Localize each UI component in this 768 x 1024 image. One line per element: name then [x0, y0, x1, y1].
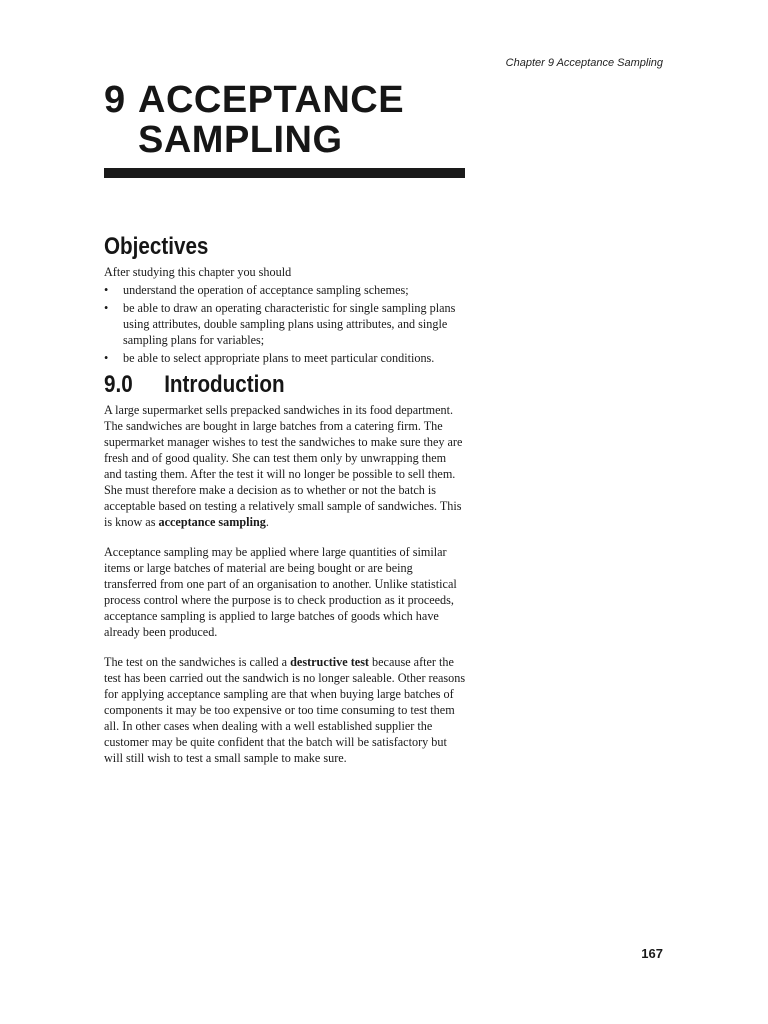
chapter-title [104, 80, 404, 160]
objectives-heading: Objectives [104, 233, 209, 260]
objectives-list [104, 282, 466, 366]
introduction-heading [104, 368, 415, 402]
objective-item: • be able to select appropriate plans to meet particular conditions. [104, 350, 466, 366]
chapter-title-line2: SAMPLING [138, 119, 343, 161]
section-number: 9.0 [104, 371, 133, 398]
intro-p3-rest: because after the test has been carried out the sandwich is no longer saleable. Other reasons for applying acceptance sampling are that when buying large batches of components it may be too expensive or too time consuming to test them all. In other cases when dealing with a well established supplier the customer may be quite confident that the batch will be satisfactory but will still wish to test a small sample to make sure. [104, 655, 466, 765]
term-acceptance-sampling: acceptance sampling [158, 515, 266, 529]
chapter-title-line1: ACCEPTANCE [138, 79, 405, 121]
intro-p3-start: The test on the sandwiches is called a [104, 655, 291, 669]
intro-p1-end: . [265, 515, 269, 529]
running-header: Chapter 9 Acceptance Sampling [505, 57, 663, 69]
section-title: Introduction [164, 371, 285, 398]
objectives-intro: After studying this chapter you should [104, 265, 292, 279]
intro-p1-text: A large supermarket sells prepacked sandwiches in its food department. The sandwiches are bought in large batches from a catering firm. The supermarket manager wishes to test the sandwiches to make sure they are fresh and of good quality. She can test them only by unwrapping them and tasting them. After the test it will no longer be possible to sell them. She must therefore make a decision as to whether or not the batch is acceptable based on testing a relatively small sample of sandwiches. This is know as [104, 403, 463, 529]
main-content [104, 230, 466, 780]
intro-paragraph-3 [104, 654, 466, 766]
objective-item: • understand the operation of acceptance sampling schemes; [104, 282, 466, 298]
title-rule [104, 168, 465, 178]
intro-paragraph-1 [104, 402, 466, 530]
intro-paragraph-2: Acceptance sampling may be applied where large quantities of similar items or large batches of material are being bought or are being transferred from one part of an organisation to another. Unlike statistical process control where the purpose is to check production as it proceeds, acceptance sampling is applied to large batches of goods which have already been produced. [104, 545, 457, 639]
chapter-number: 9 [104, 79, 126, 121]
objective-item: • be able to draw an operating characteristic for single sampling plans using attributes, double sampling plans using attributes, and single sampling plans for variables; [104, 300, 466, 348]
page-number: 167 [641, 946, 663, 961]
term-destructive-test: destructive test [290, 655, 369, 669]
